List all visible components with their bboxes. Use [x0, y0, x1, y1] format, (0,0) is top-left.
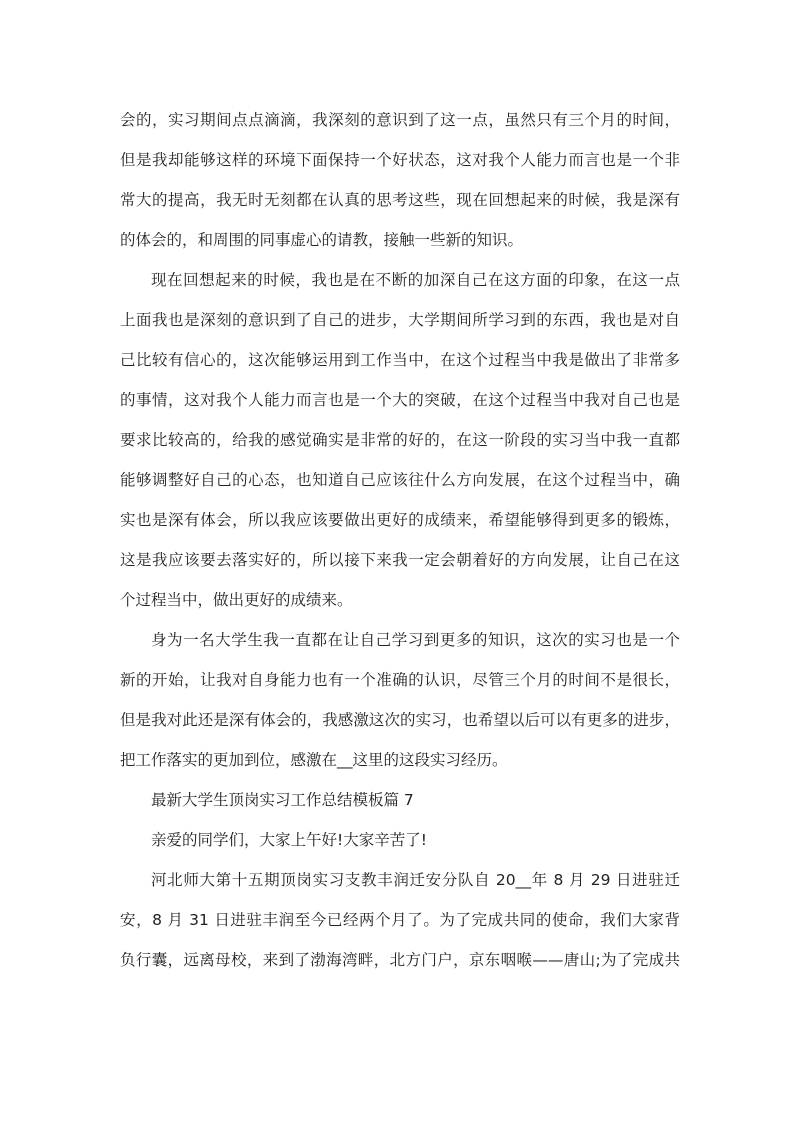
text-line: 会的，实习期间点点滴滴，我深刻的意识到了这一点，虽然只有三个月的时间， — [120, 111, 680, 129]
text-line: 个过程当中，做出更好的成绩来。 — [120, 591, 353, 609]
text-line: 把工作落实的更加到位，感激在__这里的这段实习经历。 — [120, 751, 508, 769]
paragraph-first-line: 身为一名大学生我一直都在让自己学习到更多的知识，这次的实习也是一个 — [151, 631, 680, 649]
text-line: 上面我也是深刻的意识到了自己的进步，大学期间所学习到的东西，我也是对自 — [120, 311, 680, 329]
document-body — [120, 100, 680, 980]
text-line: 但是我却能够这样的环境下面保持一个好状态，这对我个人能力而言也是一个非 — [120, 151, 680, 169]
greeting-line: 亲爱的同学们，大家上午好!大家辛苦了! — [151, 831, 427, 849]
section-heading: 最新大学生顶岗实习工作总结模板篇 7 — [151, 791, 414, 809]
text-line: 己比较有信心的，这次能够运用到工作当中，在这个过程当中我是做出了非常多 — [120, 351, 680, 369]
text-line: 但是我对此还是深有体会的，我感激这次的实习，也希望以后可以有更多的进步， — [120, 711, 680, 729]
paragraph-first-line: 现在回想起来的时候，我也是在不断的加深自己在这方面的印象，在这一点 — [151, 271, 680, 289]
text-line: 常大的提高，我无时无刻都在认真的思考这些，现在回想起来的时候，我是深有 — [120, 191, 680, 209]
text-line: 新的开始，让我对自身能力也有一个准确的认识，尽管三个月的时间不是很长， — [120, 671, 680, 689]
text-line: 的体会的，和周围的同事虚心的请教，接触一些新的知识。 — [120, 231, 524, 249]
text-line: 安，8 月 31 日进驻丰润至今已经两个月了。为了完成共同的使命，我们大家背 — [120, 911, 680, 929]
text-line: 负行囊，远离母校，来到了渤海湾畔，北方门户，京东咽喉——唐山;为了完成共 — [120, 951, 680, 969]
text-line: 能够调整好自己的心态，也知道自己应该往什么方向发展，在这个过程当中，确 — [120, 471, 680, 489]
text-line: 实也是深有体会，所以我应该要做出更好的成绩来，希望能够得到更多的锻炼， — [120, 511, 680, 529]
paragraph-first-line: 河北师大第十五期顶岗实习支教丰润迁安分队自 20__年 8 月 29 日进驻迁 — [151, 871, 680, 889]
text-line: 要求比较高的，给我的感觉确实是非常的好的，在这一阶段的实习当中我一直都 — [120, 431, 680, 449]
text-line: 这是我应该要去落实好的，所以接下来我一定会朝着好的方向发展，让自己在这 — [120, 551, 680, 569]
text-line: 的事情，这对我个人能力而言也是一个大的突破，在这个过程当中我对自己也是 — [120, 391, 680, 409]
